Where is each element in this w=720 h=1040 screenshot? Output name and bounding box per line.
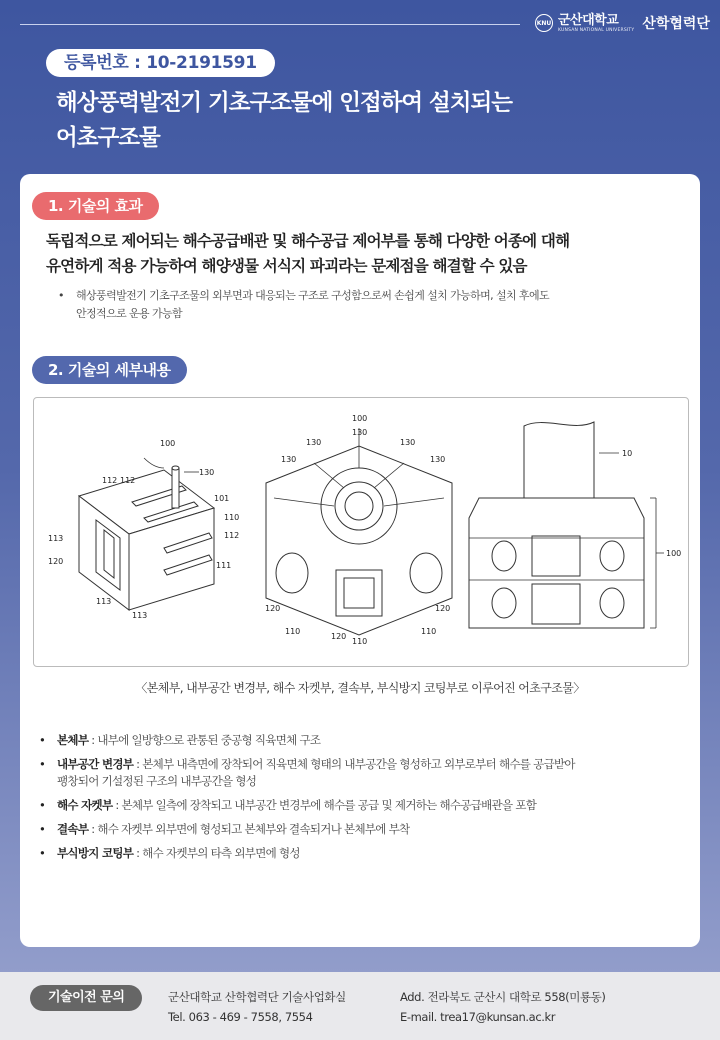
section-effect-label: 1. 기술의 효과: [32, 192, 159, 220]
label-b120a: 120: [265, 604, 281, 613]
label-a113a: 113: [48, 534, 64, 543]
header-divider: [20, 24, 520, 25]
footer: [0, 972, 720, 1040]
label-a113b: 113: [96, 597, 112, 606]
label-b120b: 120: [331, 632, 347, 641]
logo-department: 산학협력단: [642, 16, 710, 32]
figure-caption: 〈본체부, 내부공간 변경부, 해수 자켓부, 결속부, 부식방지 코팅부로 이루어진 어초구조물〉: [135, 681, 585, 695]
label-b100: 100: [352, 414, 368, 423]
label-a112b: 112: [120, 476, 136, 485]
label-a110: 110: [224, 513, 240, 522]
university-logo: [535, 13, 710, 33]
label-b110c: 110: [421, 627, 437, 636]
label-c10: 10: [622, 449, 633, 458]
label-b130c: 130: [400, 438, 416, 447]
content-card: [20, 174, 700, 947]
label-b110a: 110: [285, 627, 301, 636]
label-b130a: 130: [352, 428, 368, 437]
label-a113c: 113: [132, 611, 148, 620]
list-item: • 내부공간 변경부 : 본체부 내측면에 장착되어 직육면체 형태의 내부공간을 형성하고 외부로부터 해수를 공급받아 팽창되어 기설정된 구조의 내부공간을 형성: [38, 756, 678, 790]
label-c100: 100: [666, 549, 682, 558]
logo-name: 군산대학교: [558, 12, 619, 28]
label-a100: 100: [160, 439, 176, 448]
list-item: • 부식방지 코팅부 : 해수 자켓부의 타측 외부면에 형성: [38, 845, 678, 862]
effect-summary: 독립적으로 제어되는 해수공급배관 및 해수공급 제어부를 통해 다양한 어종에 대해 유연하게 적용 가능하여 해양생물 서식지 파괴라는 문제점을 해결할 수 있음: [46, 232, 570, 275]
label-b110b: 110: [352, 637, 368, 646]
list-item: • 결속부 : 해수 자켓부 외부면에 형성되고 본체부와 결속되거나 본체부에 부착: [38, 821, 678, 838]
list-item: • 본체부 : 내부에 일방향으로 관통된 중공형 직육면체 구조: [38, 732, 678, 749]
title-line-2: 어초구조물: [56, 125, 160, 151]
registration-number: 등록번호 : 10-2191591: [46, 49, 275, 77]
title-line-1: 해상풍력발전기 기초구조물에 인접하여 설치되는: [56, 90, 512, 116]
effect-bullet: • 해상풍력발전기 기초구조물의 외부면과 대응되는 구조로 구성함으로써 손쉽게 설치 가능하며, 설치 후에도 안정적으로 운용 가능함: [58, 287, 658, 323]
label-a111: 111: [216, 561, 232, 570]
label-b130b: 130: [306, 438, 322, 447]
patent-drawing: [34, 398, 688, 666]
contact-email[interactable]: E-mail. trea17@kunsan.ac.kr: [400, 1010, 556, 1024]
component-list: [38, 732, 678, 869]
label-b120c: 120: [435, 604, 451, 613]
contact-tel: Tel. 063 - 469 - 7558, 7554: [168, 1010, 313, 1024]
contact-address: Add. 전라북도 군산시 대학로 558(미룡동): [400, 990, 606, 1004]
label-a130: 130: [199, 468, 215, 477]
logo-subtitle: KUNSAN NATIONAL UNIVERSITY: [558, 27, 635, 33]
effect-bullets: [58, 287, 658, 323]
university-emblem-icon: KNU: [535, 14, 553, 32]
section-details-label: 2. 기술의 세부내용: [32, 356, 187, 384]
contact-org: 군산대학교 산학협력단 기술사업화실: [168, 990, 346, 1004]
label-a112a: 112: [102, 476, 118, 485]
label-b130d: 130: [281, 455, 297, 464]
contact-label: 기술이전 문의: [30, 985, 142, 1011]
label-a112c: 112: [224, 531, 240, 540]
label-a101: 101: [214, 494, 230, 503]
page-title: [56, 86, 512, 156]
list-item: • 해수 자켓부 : 본체부 일측에 장착되고 내부공간 변경부에 해수를 공급 및 제거하는 해수공급배관을 포함: [38, 797, 678, 814]
patent-figure: [33, 397, 689, 667]
label-a120: 120: [48, 557, 64, 566]
label-b130e: 130: [430, 455, 446, 464]
